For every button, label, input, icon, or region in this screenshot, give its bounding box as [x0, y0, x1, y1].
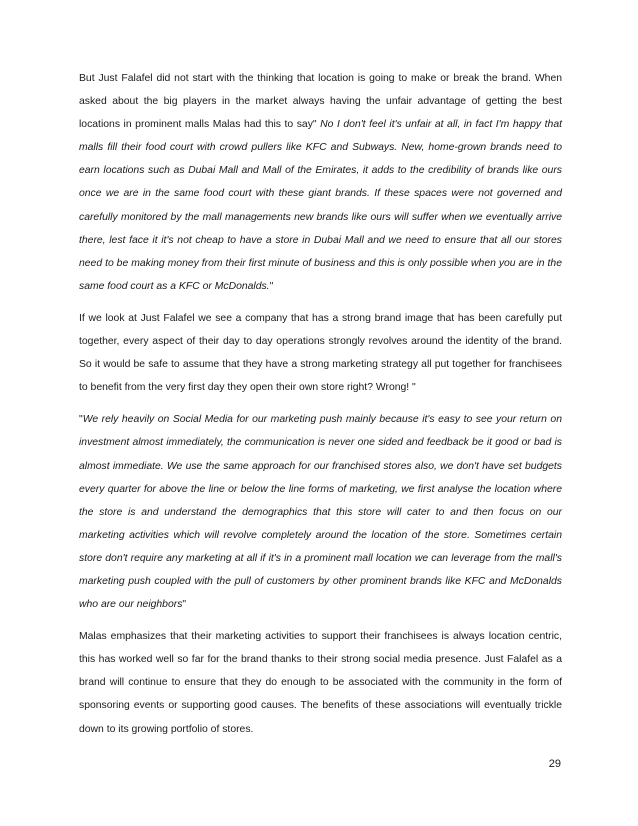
paragraph-location-thinking: [79, 67, 562, 298]
paragraph-location-centric: [79, 625, 562, 740]
paragraph-text: Malas emphasizes that their marketing activities to support their franchisees is always location centric, this has worked well so far for the brand thanks to their strong social media presence. Just Falafel as a brand will continue to ensure that they do enough to be associated with the community in the form of sponsoring events or supporting good causes. The benefits of these associations will eventually trickle down to its growing portfolio of stores.: [79, 631, 562, 735]
page-number: 29: [548, 758, 561, 770]
opening-quote: ": [79, 414, 83, 426]
quote-social-media-marketing: We rely heavily on Social Media for our marketing push mainly because it's easy to see your return on investment almost immediately, the communication is never one sided and feedback be it good or bad is almost immediate. We use the same approach for our franchised stores also, we don't have set budgets every quarter for above the line or below the line forms of marketing, we first analyse the location where the store is and understand the demographics that this store will cater to and then focus on our marketing activities which will revolve completely around the location of the store. Sometimes certain store don't require any marketing at all if it's in a prominent mall location we can leverage from the mall's marketing push coupled with the pull of customers by other prominent brands like KFC and McDonalds who are our neighbors: [79, 414, 562, 611]
paragraph-text: But Just Falafel did not start with the thinking that location is going to make or break the brand. When asked about the big players in the market always having the unfair advantage of getting the best locations in prominent malls Malas had this to say": [79, 73, 562, 131]
document-body: [79, 67, 562, 750]
paragraph-brand-image: [79, 307, 562, 399]
paragraph-social-media-quote: [79, 408, 562, 616]
quote-malas-food-court: No I don't feel it's unfair at all, in fact I'm happy that malls fill their food court with crowd pullers like KFC and Subways. New, home-grown brands need to earn locations such as Dubai Mall and Mall of the Emirates, it adds to the credibility of brands like ours once we are in the same food court with these giant brands. If these spaces were not governed and carefully monitored by the mall managements new brands like ours will suffer when we eventually arrive there, lest face it it's not cheap to have a store in Dubai Mall and we need to ensure that all our stores need to be making money from their first minute of business and this is only possible when you are in the same food court as a KFC or McDonalds.: [79, 119, 562, 292]
paragraph-text: If we look at Just Falafel we see a company that has a strong brand image that has been carefully put together, every aspect of their day to day operations strongly revolves around the identity of the brand. So it would be safe to assume that they have a strong marketing strategy all put together for franchisees to benefit from the very first day they open their own store right? Wrong! ": [79, 312, 562, 394]
closing-quote: ": [182, 599, 187, 611]
closing-quote: ": [269, 280, 274, 292]
